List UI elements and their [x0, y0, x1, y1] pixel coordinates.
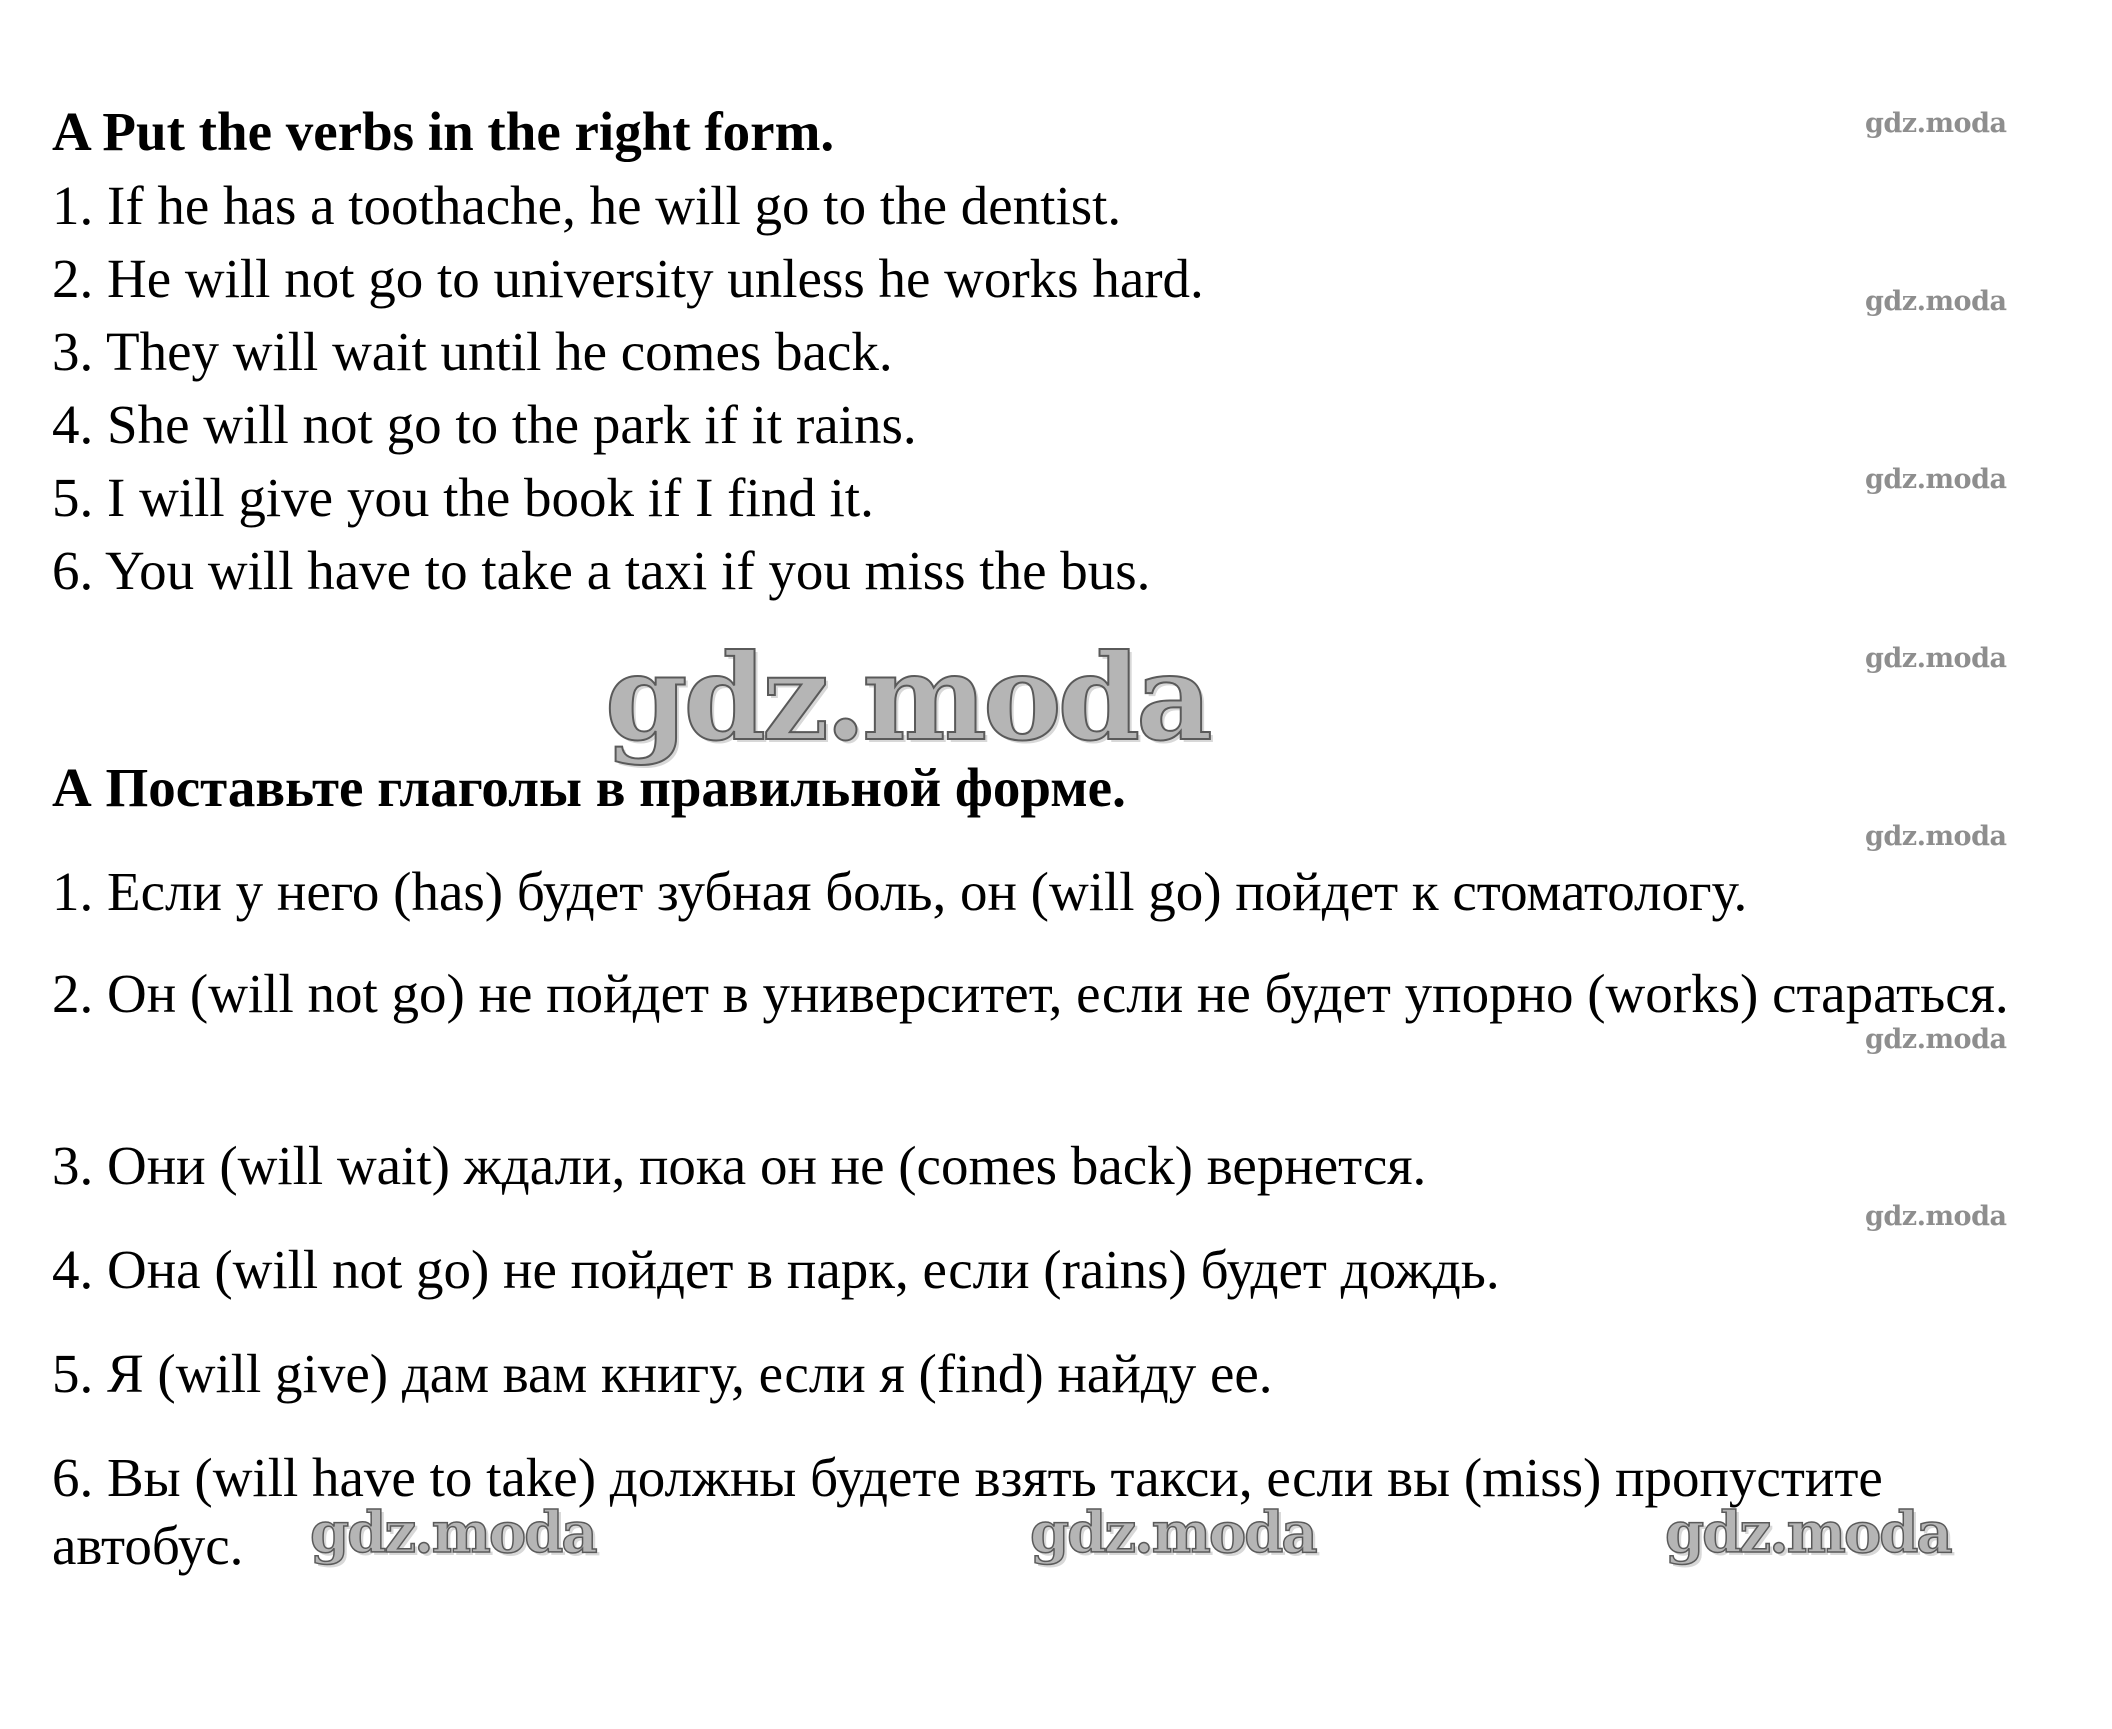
watermark-small-3: gdz.moda [1865, 464, 2007, 495]
russian-item-6: 6. Вы (will have to take) должны будете взять такси, если вы (miss) пропустите автобус. [52, 1447, 1883, 1576]
english-item-3: 3. They will wait until he comes back. [52, 321, 893, 382]
russian-item-4: 4. Она (will not go) не пойдет в парк, если (rains) будет дождь. [52, 1239, 1500, 1300]
watermark-center: gdz.moda [605, 628, 1209, 767]
russian-item-3: 3. Они (will wait) ждали, пока он не (comes back) вернется. [52, 1135, 1427, 1196]
russian-item-1: 1. Если у него (has) будет зубная боль, он (will go) пойдет к стоматологу. [52, 861, 1748, 922]
english-item-4: 4. She will not go to the park if it rains. [52, 394, 917, 455]
watermark-small-5: gdz.moda [1865, 821, 2007, 852]
watermark-bottom-left: gdz.moda [310, 1500, 596, 1566]
watermark-bottom-right: gdz.moda [1665, 1500, 1951, 1566]
russian-item-5: 5. Я (will give) дам вам книгу, если я (find) найду ее. [52, 1343, 1273, 1404]
english-item-2: 2. He will not go to university unless he works hard. [52, 248, 1204, 309]
watermark-small-1: gdz.moda [1865, 108, 2007, 139]
watermark-small-7: gdz.moda [1865, 1201, 2007, 1232]
watermark-small-6: gdz.moda [1865, 1024, 2007, 1055]
watermark-small-2: gdz.moda [1865, 286, 2007, 317]
english-heading: A Put the verbs in the right form. [52, 101, 835, 162]
russian-heading: А Поставьте глаголы в правильной форме. [52, 757, 1126, 818]
watermark-small-4: gdz.moda [1865, 643, 2007, 674]
english-item-5: 5. I will give you the book if I find it. [52, 467, 874, 528]
russian-item-2: 2. Он (will not go) не пойдет в университет, если не будет упорно (works) стараться. [52, 963, 2009, 1024]
english-item-6: 6. You will have to take a taxi if you miss the bus. [52, 540, 1151, 601]
english-item-1: 1. If he has a toothache, he will go to the dentist. [52, 175, 1122, 236]
watermark-bottom-center: gdz.moda [1030, 1500, 1316, 1566]
